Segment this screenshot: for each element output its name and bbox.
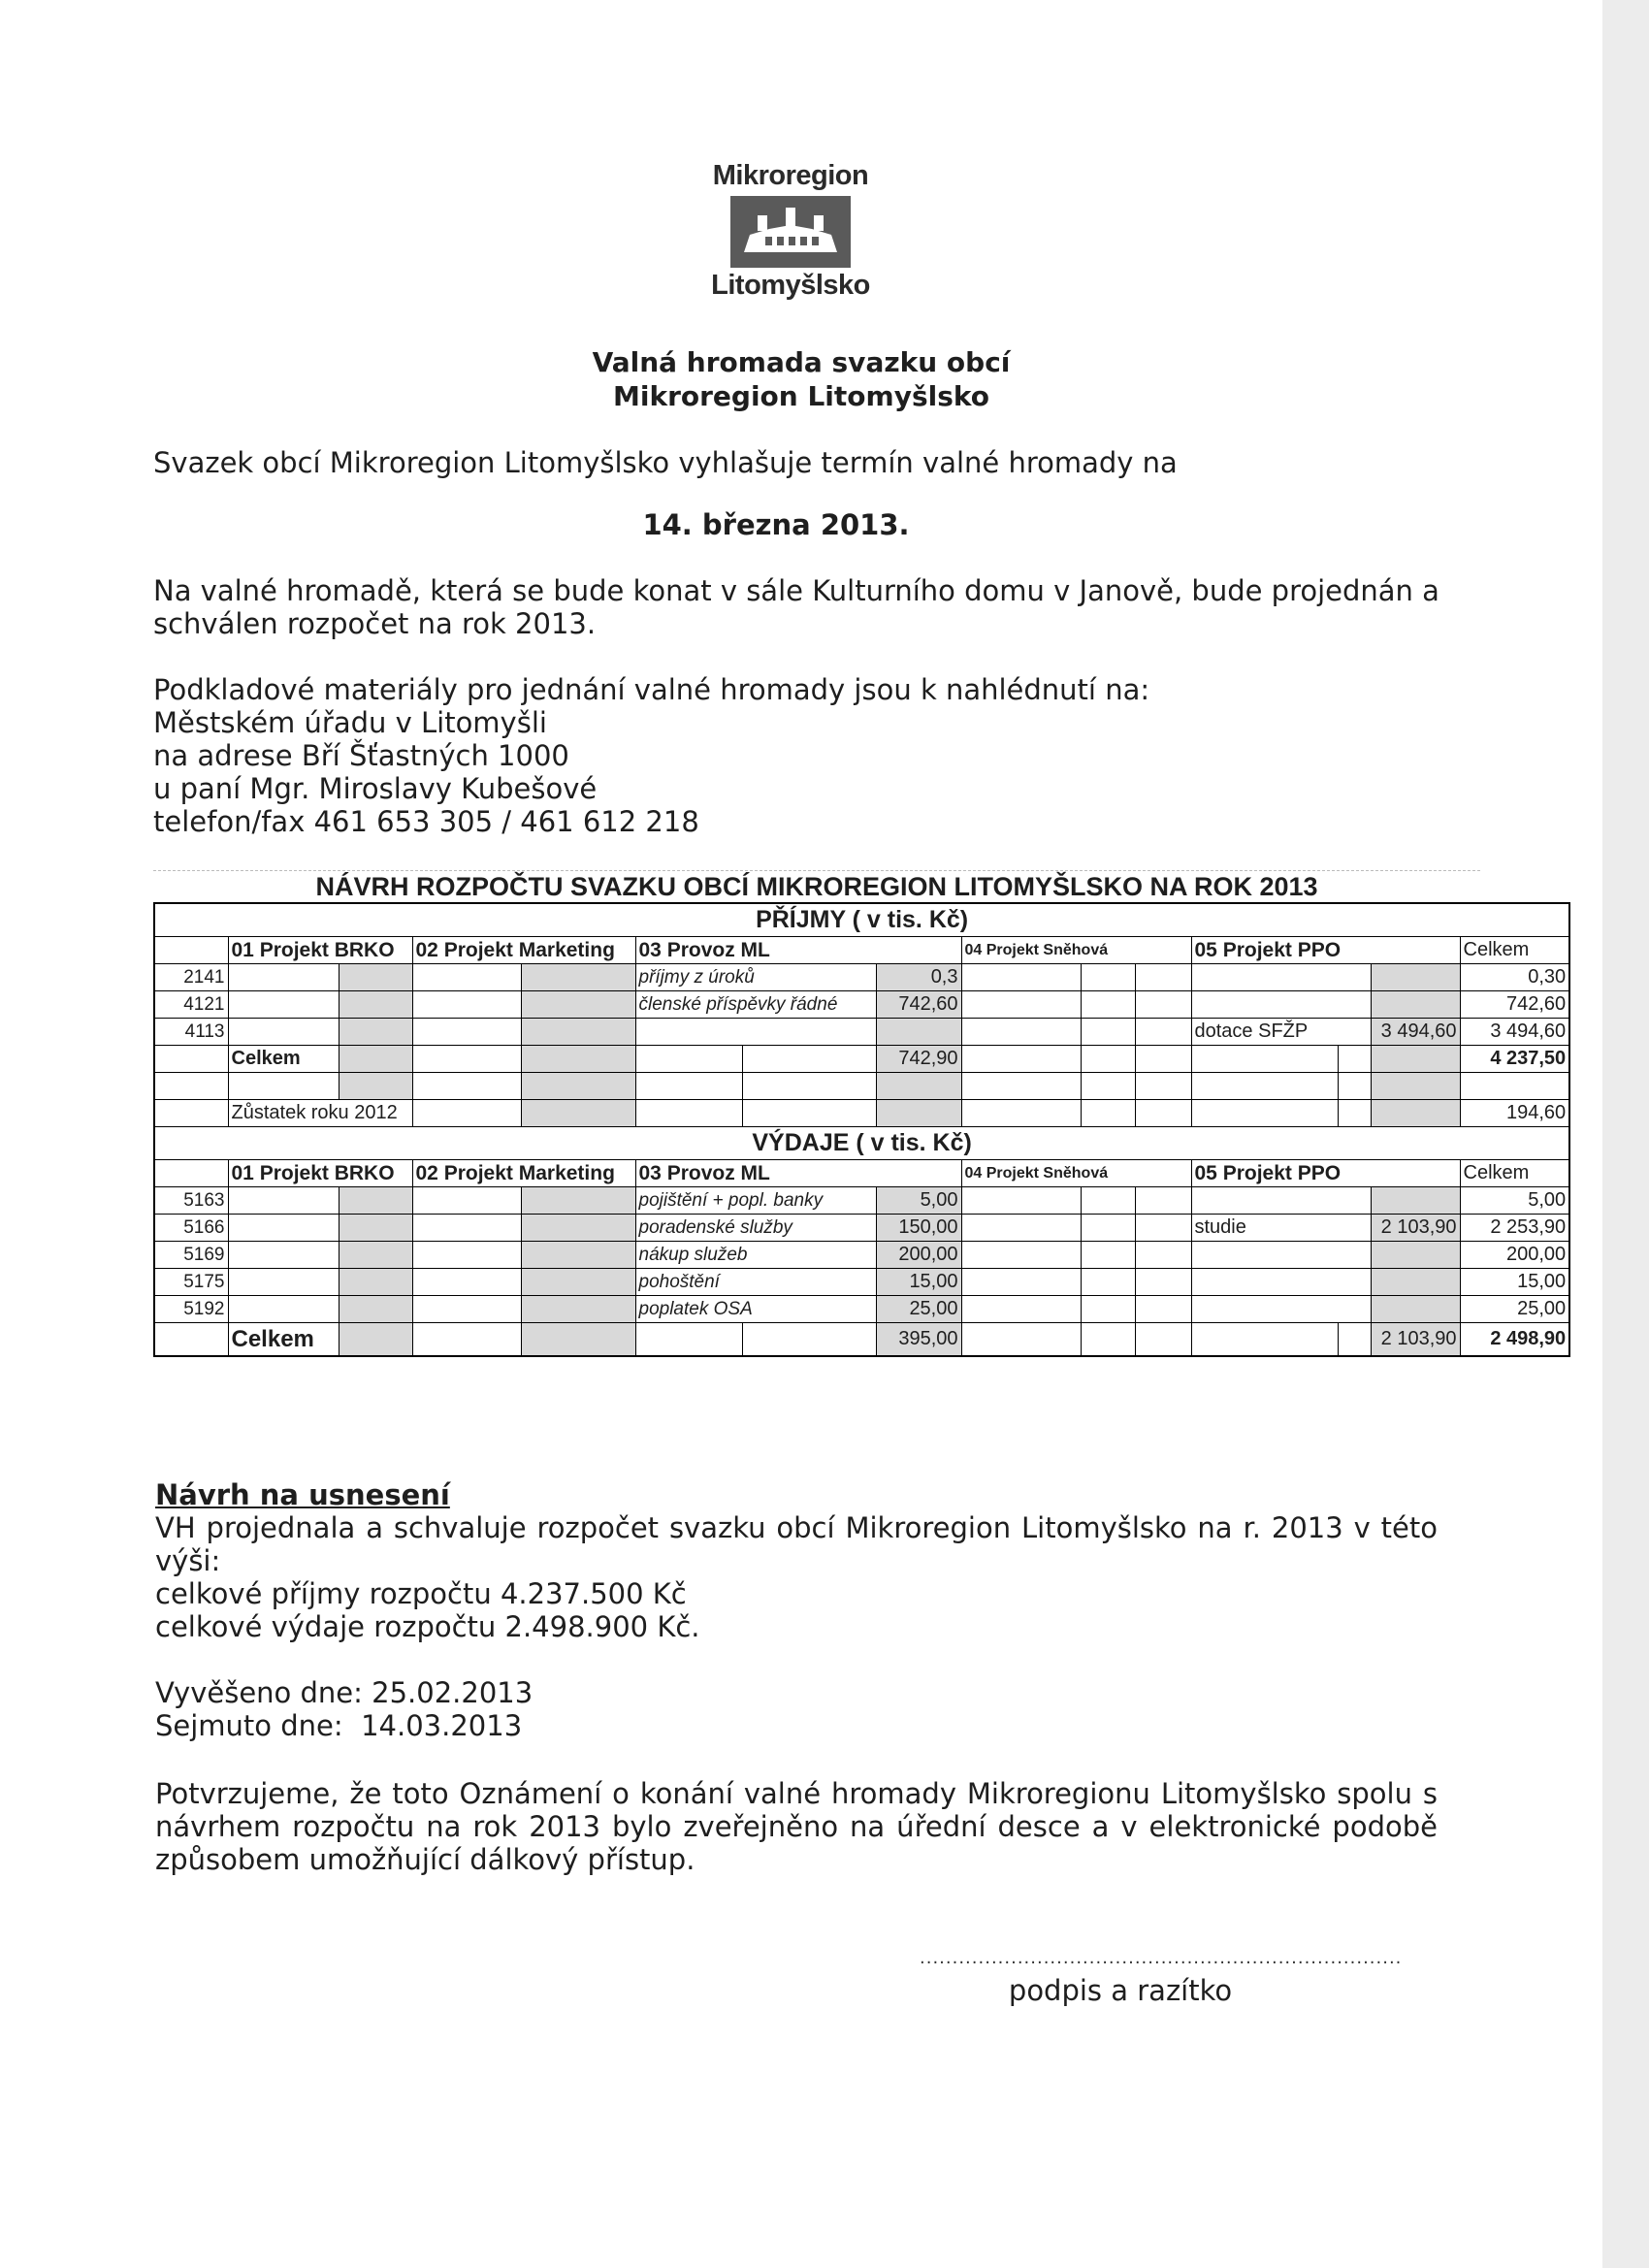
- p5-amount: [1371, 1269, 1460, 1296]
- row-total: 200,00: [1460, 1242, 1569, 1269]
- header-p5: 05 Projekt PPO: [1191, 937, 1460, 964]
- p5-item: [1191, 964, 1371, 991]
- p5-item: studie: [1191, 1215, 1371, 1242]
- account-code: 4121: [154, 991, 228, 1019]
- row-total: 3 494,60: [1460, 1019, 1569, 1046]
- account-code: 5166: [154, 1215, 228, 1242]
- expenses-header-row: [154, 1160, 1569, 1187]
- p3-amount: 15,00: [876, 1269, 961, 1296]
- meeting-text-line: Na valné hromadě, která se bude konat v sále Kulturního domu v Janově, bude projednán a: [153, 574, 1439, 607]
- p5-item: [1191, 1296, 1371, 1323]
- signature-line: ..........................................................................: [920, 1948, 1403, 1968]
- posted-date: Vyvěšeno dne: 25.02.2013: [155, 1676, 534, 1709]
- document-title-line1: Valná hromada svazku obcí: [592, 346, 1011, 378]
- empty-row: [154, 1073, 1569, 1100]
- materials-line: na adrese Bří Šťastných 1000: [153, 739, 569, 772]
- materials-info: [153, 673, 1453, 838]
- header-p2: 02 Projekt Marketing: [412, 1160, 635, 1187]
- account-code: 2141: [154, 964, 228, 991]
- p3-item: členské příspěvky řádné: [635, 991, 876, 1019]
- row-total: 15,00: [1460, 1269, 1569, 1296]
- table-row: [154, 1187, 1569, 1215]
- scan-edge: [1602, 0, 1649, 2268]
- sum-label: Celkem: [228, 1046, 339, 1073]
- materials-line: telefon/fax 461 653 305 / 461 612 218: [153, 805, 699, 838]
- signature-block: [920, 1948, 1403, 2007]
- income-section-title: PŘÍJMY ( v tis. Kč): [154, 903, 1569, 937]
- removed-date: Sejmuto dne: 14.03.2013: [155, 1709, 523, 1742]
- balance-total: 194,60: [1460, 1100, 1569, 1127]
- logo-bottom-text: Litomyšlsko: [711, 270, 870, 301]
- header-p5: 05 Projekt PPO: [1191, 1160, 1460, 1187]
- confirmation-text: Potvrzujeme, že toto Oznámení o konání valné hromady Mikroregionu Litomyšlsko spolu s návrhem rozpočtu na rok 2013 bylo zveřejněno na úřední desce a v elektronické podobě způsobem umožňující dálkový přístup.: [155, 1777, 1438, 1876]
- header-total: Celkem: [1460, 1160, 1569, 1187]
- sum-label: Celkem: [228, 1323, 339, 1357]
- header-p4: 04 Projekt Sněhová: [961, 937, 1191, 964]
- p5-amount: 3 494,60: [1371, 1019, 1460, 1046]
- p3-item: pohoštění: [635, 1269, 876, 1296]
- meeting-text: [153, 574, 1453, 640]
- row-total: 2 253,90: [1460, 1215, 1569, 1242]
- p3-amount: 0,3: [876, 964, 961, 991]
- header-p3: 03 Provoz ML: [635, 937, 961, 964]
- expenses-sum-row: [154, 1323, 1569, 1357]
- p3-amount: 742,60: [876, 991, 961, 1019]
- p3-item: příjmy z úroků: [635, 964, 876, 991]
- account-code: 5163: [154, 1187, 228, 1215]
- signature-label: podpis a razítko: [1008, 1974, 1233, 2007]
- budget-table: [153, 870, 1567, 1357]
- header-total: Celkem: [1460, 937, 1569, 964]
- p5-amount: 2 103,90: [1371, 1215, 1460, 1242]
- expenses-section-row: [154, 1127, 1569, 1160]
- meeting-date: 14. března 2013.: [642, 508, 910, 541]
- materials-line: Podkladové materiály pro jednání valné hromady jsou k nahlédnutí na:: [153, 673, 1150, 706]
- p5-item: [1191, 991, 1371, 1019]
- p5-item: [1191, 1187, 1371, 1215]
- castle-emblem-icon: [730, 196, 851, 268]
- p5-amount: [1371, 1296, 1460, 1323]
- income-header-row: [154, 937, 1569, 964]
- total-income-line: celkové příjmy rozpočtu 4.237.500 Kč: [155, 1577, 687, 1610]
- sum-p3: 742,90: [876, 1046, 961, 1073]
- row-total: 742,60: [1460, 991, 1569, 1019]
- resolution-line: výši:: [155, 1544, 221, 1577]
- p5-amount: [1371, 1187, 1460, 1215]
- p3-amount: 150,00: [876, 1215, 961, 1242]
- row-total: 0,30: [1460, 964, 1569, 991]
- account-code: 5192: [154, 1296, 228, 1323]
- p3-amount: 5,00: [876, 1187, 961, 1215]
- expenses-section-title: VÝDAJE ( v tis. Kč): [154, 1127, 1569, 1160]
- balance-label: Zůstatek roku 2012: [228, 1100, 412, 1127]
- p3-amount: 200,00: [876, 1242, 961, 1269]
- table-row: [154, 1296, 1569, 1323]
- sum-total: 4 237,50: [1460, 1046, 1569, 1073]
- header-p4: 04 Projekt Sněhová: [961, 1160, 1191, 1187]
- account-code: 5169: [154, 1242, 228, 1269]
- p5-amount: [1371, 1242, 1460, 1269]
- p5-item: dotace SFŽP: [1191, 1019, 1371, 1046]
- sum-p5: 2 103,90: [1371, 1323, 1460, 1357]
- account-code: 5175: [154, 1269, 228, 1296]
- p3-item: [635, 1019, 876, 1046]
- header-p1: 01 Projekt BRKO: [228, 937, 412, 964]
- account-code: 4113: [154, 1019, 228, 1046]
- resolution-block: [155, 1478, 1438, 1643]
- table-row: [154, 991, 1569, 1019]
- p3-amount: 25,00: [876, 1296, 961, 1323]
- p3-item: pojištění + popl. banky: [635, 1187, 876, 1215]
- p5-amount: [1371, 991, 1460, 1019]
- posting-dates: [155, 1676, 533, 1742]
- table-row: [154, 1215, 1569, 1242]
- table-row: [154, 1242, 1569, 1269]
- table-row: [154, 1019, 1569, 1046]
- total-expense-line: celkové výdaje rozpočtu 2.498.900 Kč.: [155, 1610, 700, 1643]
- row-total: 25,00: [1460, 1296, 1569, 1323]
- resolution-heading: Návrh na usnesení: [155, 1478, 450, 1511]
- logo-top-text: Mikroregion: [712, 160, 869, 191]
- p5-item: [1191, 1269, 1371, 1296]
- header-p1: 01 Projekt BRKO: [228, 1160, 412, 1187]
- header-p3: 03 Provoz ML: [635, 1160, 961, 1187]
- budget-grid: [153, 902, 1570, 1357]
- p5-amount: [1371, 964, 1460, 991]
- header-p2: 02 Projekt Marketing: [412, 937, 635, 964]
- p3-item: nákup služeb: [635, 1242, 876, 1269]
- income-section-row: [154, 903, 1569, 937]
- materials-line: Městském úřadu v Litomyšli: [153, 706, 547, 739]
- intro-text: Svazek obcí Mikroregion Litomyšlsko vyhlašuje termín valné hromady na: [153, 446, 1178, 479]
- materials-line: u paní Mgr. Miroslavy Kubešové: [153, 772, 598, 805]
- table-row: [154, 964, 1569, 991]
- row-total: 5,00: [1460, 1187, 1569, 1215]
- budget-title: NÁVRH ROZPOČTU SVAZKU OBCÍ MIKROREGION LITOMYŠLSKO NA ROK 2013: [153, 870, 1480, 902]
- p3-item: poradenské služby: [635, 1215, 876, 1242]
- p5-item: [1191, 1242, 1371, 1269]
- sum-p3: 395,00: [876, 1323, 961, 1357]
- income-sum-row: [154, 1046, 1569, 1073]
- table-row: [154, 1269, 1569, 1296]
- document-title-line2: Mikroregion Litomyšlsko: [612, 380, 989, 412]
- balance-row: [154, 1100, 1569, 1127]
- sum-total: 2 498,90: [1460, 1323, 1569, 1357]
- resolution-line: VH projednala a schvaluje rozpočet svazku obcí Mikroregion Litomyšlsko na r. 2013 v této: [155, 1511, 1438, 1544]
- p3-item: poplatek OSA: [635, 1296, 876, 1323]
- meeting-text-line: schválen rozpočet na rok 2013.: [153, 607, 597, 640]
- logo: [679, 160, 902, 302]
- p3-amount: [876, 1019, 961, 1046]
